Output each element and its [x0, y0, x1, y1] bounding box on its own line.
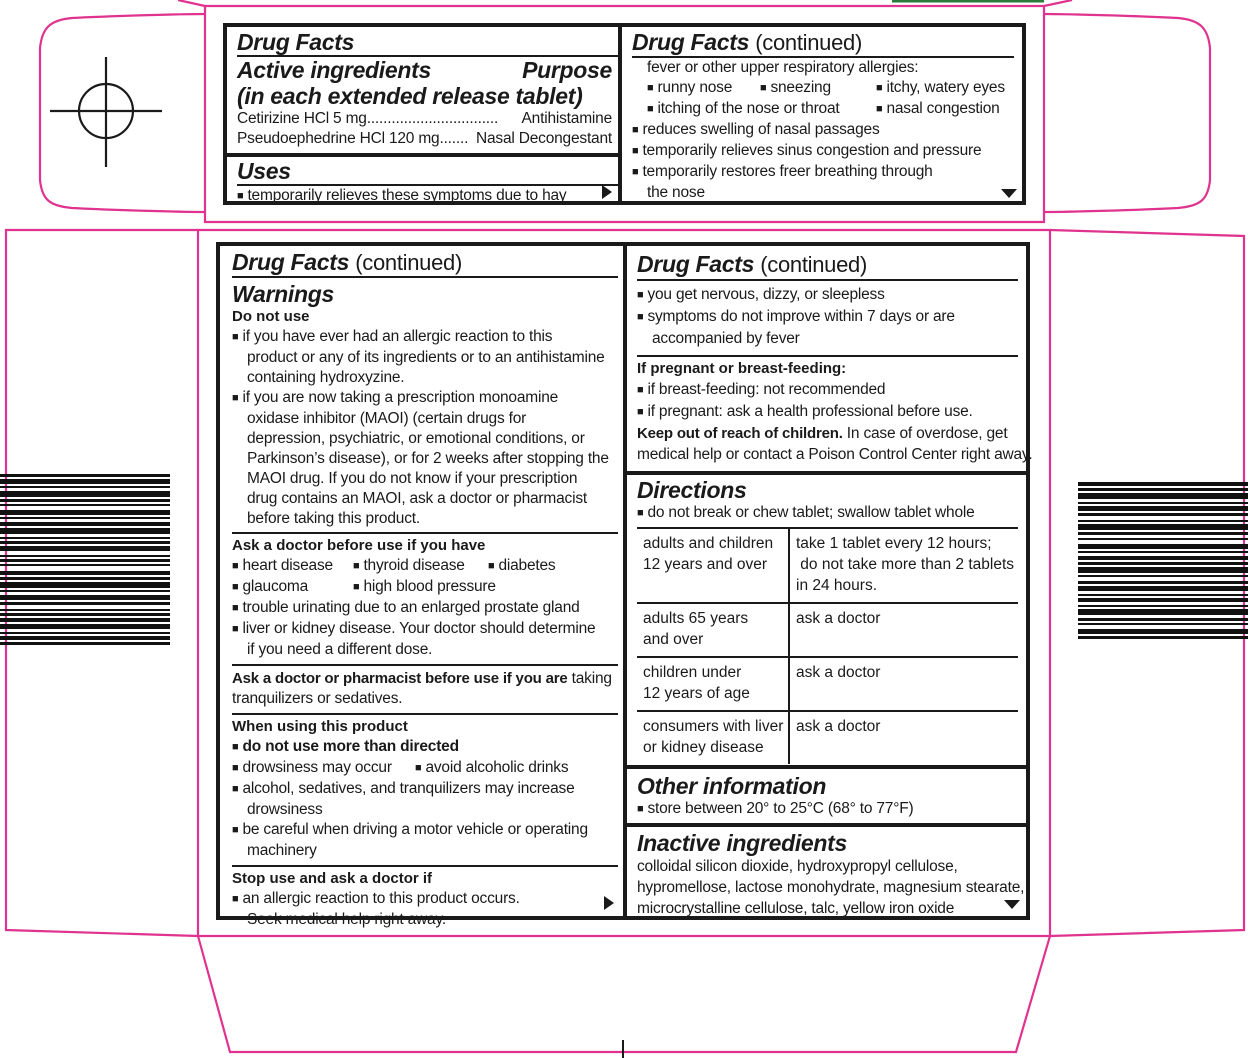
barcode-bar — [1078, 623, 1248, 625]
list-item: Seek medical help right away. — [247, 911, 446, 928]
list-item: ■ glaucoma ■ high blood pressure — [232, 577, 618, 598]
list-item: ■ do not use more than directed — [232, 737, 618, 758]
barcode-bar — [1078, 493, 1248, 499]
top-right-column — [622, 27, 1022, 201]
list-item: before taking this product. — [247, 510, 420, 527]
barcode-left — [0, 474, 170, 678]
list-item: colloidal silicon dioxide, hydroxypropyl cellulose, — [637, 858, 958, 875]
barcode-bar — [0, 618, 170, 622]
directions-table — [637, 527, 1018, 764]
barcode-bar — [1078, 520, 1248, 522]
list-item: drug contains an MAOI, ask a doctor or pharmacist — [247, 490, 587, 507]
list-item: ■ trouble urinating due to an enlarged prostate gland — [232, 598, 618, 619]
list-item: ■ if you have ever had an allergic reaction to this — [232, 327, 618, 348]
list-item: ■ you get nervous, dizzy, or sleepless — [637, 285, 1018, 306]
barcode-bar — [0, 541, 170, 544]
warnings-heading: Warnings — [232, 281, 334, 307]
barcode-bar — [1078, 609, 1248, 615]
list-item: tranquilizers or sedatives. — [232, 690, 403, 707]
barcode-bar — [0, 609, 170, 611]
directions-row — [637, 657, 1018, 711]
directions-who: adults and children 12 years and over — [637, 528, 789, 603]
drug-facts-title: Drug Facts — [632, 29, 750, 55]
list-item: accompanied by fever — [652, 330, 800, 347]
barcode-bar — [0, 642, 170, 645]
list-item: ■ symptoms do not improve within 7 days or are — [637, 307, 1018, 328]
list-item: drowsiness — [247, 801, 323, 818]
list-item: ■ runny nose ■ sneezing ■ itchy, watery eyes — [632, 78, 1014, 99]
barcode-bar — [0, 510, 170, 515]
barcode-bar — [1078, 524, 1248, 530]
list-item: ■ do not break or chew tablet; swallow tablet whole — [637, 503, 1018, 524]
purpose-heading: Purpose — [522, 57, 612, 83]
barcode-bar — [0, 499, 170, 502]
list-item: the nose — [647, 184, 705, 201]
barcode-bar — [0, 474, 170, 477]
barcode-bar — [1078, 618, 1248, 621]
list-item: fever or other upper respiratory allergies: — [647, 59, 919, 76]
directions-who: adults 65 years and over — [637, 603, 789, 657]
drug-facts-title: Drug Facts — [237, 29, 355, 55]
barcode-right — [1078, 482, 1248, 686]
warnings-column — [220, 246, 624, 928]
list-item: oxidase inhibitor (MAOI) (certain drugs for — [247, 410, 527, 427]
barcode-bar — [1078, 575, 1248, 577]
barcode-bar — [0, 528, 170, 534]
continued-label: (continued) — [755, 30, 862, 55]
ask-pharmacist-line: Ask a doctor or pharmacist before use if you are taking — [232, 670, 612, 687]
triangle-right-icon — [602, 185, 612, 199]
barcode-bar — [0, 632, 170, 634]
registration-mark-icon — [50, 57, 162, 167]
list-item: hypromellose, lactose monohydrate, magnesium stearate, — [637, 879, 1025, 896]
barcode-bar — [1078, 556, 1248, 560]
barcode-bar — [1078, 502, 1248, 504]
keep-out-line: Keep out of reach of children. In case of overdose, get — [637, 425, 1008, 442]
barcode-bar — [1078, 586, 1248, 591]
barcode-bar — [1078, 594, 1248, 596]
barcode-bar — [0, 504, 170, 506]
barcode-bar — [0, 479, 170, 484]
barcode-bar — [1078, 605, 1248, 607]
barcode-bar — [0, 546, 170, 551]
do-not-use-heading: Do not use — [232, 308, 310, 325]
list-item: ■ temporarily restores freer breathing through — [632, 162, 1014, 183]
barcode-bar — [1078, 629, 1248, 634]
barcode-bar — [0, 590, 170, 592]
directions-column — [627, 246, 1033, 917]
barcode-bar — [0, 564, 170, 566]
directions-who: consumers with liver or kidney disease — [637, 711, 789, 764]
barcode-bar — [0, 486, 170, 488]
uses-line: ■ temporarily relieves these symptoms due to hay — [237, 186, 612, 207]
top-left-column — [227, 27, 620, 204]
list-item: ■ reduces swelling of nasal passages — [632, 120, 1014, 141]
list-item: ■ itching of the nose or throat ■ nasal congestion — [632, 99, 1014, 120]
directions-heading: Directions — [637, 477, 747, 503]
list-item: machinery — [247, 842, 317, 859]
list-item: product or any of its ingredients or to an antihistamine — [247, 349, 605, 366]
list-item: ■ heart disease ■ thyroid disease ■ diabetes — [232, 556, 618, 577]
ingredient-row: Cetirizine HCl 5 mg ................................ Antihistamine — [237, 110, 612, 127]
inactive-ingredients-heading: Inactive ingredients — [637, 830, 848, 856]
directions-what: ask a doctor — [789, 603, 1018, 657]
barcode-bar — [1078, 567, 1248, 573]
barcode-bar — [1078, 488, 1248, 491]
other-information-heading: Other information — [637, 773, 827, 799]
list-item: ■ liver or kidney disease. Your doctor should determine — [232, 619, 618, 640]
directions-what: take 1 tablet every 12 hours; do not take more than 2 tablets in 24 hours. — [789, 528, 1018, 603]
list-item: ■ if you are now taking a prescription monoamine — [232, 388, 618, 409]
directions-row — [637, 528, 1018, 603]
directions-what: ask a doctor — [789, 657, 1018, 711]
list-item: MAOI drug. If you do not know if your prescription — [247, 470, 578, 487]
triangle-down-icon — [1001, 189, 1017, 198]
barcode-bar — [0, 613, 170, 616]
barcode-bar — [1078, 538, 1248, 540]
drug-facts-title: Drug Facts — [232, 249, 350, 275]
directions-who: children under 12 years of age — [637, 657, 789, 711]
barcode-bar — [0, 571, 170, 575]
barcode-bar — [1078, 598, 1248, 602]
barcode-bar — [0, 559, 170, 562]
active-ingredients-subheading: (in each extended release tablet) — [237, 83, 583, 109]
directions-row — [637, 711, 1018, 764]
stop-use-heading: Stop use and ask a doctor if — [232, 870, 433, 887]
barcode-bar — [1078, 513, 1248, 516]
barcode-bar — [1078, 532, 1248, 535]
list-item: containing hydroxyzine. — [247, 369, 405, 386]
list-item: Parkinson’s disease), or for 2 weeks after stopping the — [247, 450, 609, 467]
list-item: microcrystalline cellulose, talc, yellow iron oxide — [637, 900, 955, 917]
active-ingredients-heading: Active ingredients — [237, 57, 431, 83]
list-item: ■ temporarily relieves sinus congestion and pressure — [632, 141, 1014, 162]
ask-doctor-heading: Ask a doctor before use if you have — [232, 537, 486, 554]
continued-label: (continued) — [760, 252, 867, 277]
list-item: medical help or contact a Poison Control Center right away. — [637, 446, 1033, 463]
barcode-bar — [1078, 636, 1248, 639]
barcode-bar — [0, 491, 170, 497]
barcode-bar — [0, 517, 170, 519]
ingredient-row: Pseudoephedrine HCl 120 mg ....... Nasal Decongestant — [237, 130, 612, 147]
barcode-bar — [0, 602, 170, 605]
directions-row — [637, 603, 1018, 657]
barcode-bar — [1078, 581, 1248, 584]
list-item: ■ be careful when driving a motor vehicle or operating — [232, 820, 618, 841]
barcode-bar — [0, 522, 170, 526]
triangle-down-icon — [1004, 900, 1020, 909]
barcode-bar — [0, 636, 170, 640]
uses-heading: Uses — [237, 158, 291, 184]
list-item: ■ drowsiness may occur ■ avoid alcoholic drinks — [232, 758, 618, 779]
triangle-right-icon — [604, 896, 614, 910]
list-item: ■ store between 20° to 25°C (68° to 77°F) — [637, 799, 1018, 820]
list-item: depression, psychiatric, or emotional conditions, or — [247, 430, 585, 447]
directions-what: ask a doctor — [789, 711, 1018, 764]
barcode-bar — [0, 624, 170, 629]
list-item: ■ if breast-feeding: not recommended — [637, 380, 1018, 401]
barcode-bar — [1078, 506, 1248, 511]
barcode-bar — [0, 577, 170, 580]
top-drug-facts-panel — [223, 23, 1026, 205]
when-using-heading: When using this product — [232, 718, 408, 735]
list-item: ■ alcohol, sedatives, and tranquilizers may increase — [232, 779, 618, 800]
continued-label: (continued) — [355, 250, 462, 275]
pregnant-heading: If pregnant or breast-feeding: — [637, 360, 847, 377]
list-item: if you need a different dose. — [247, 641, 433, 658]
barcode-bar — [0, 582, 170, 588]
barcode-bar — [1078, 482, 1248, 486]
barcode-bar — [0, 555, 170, 557]
barcode-bar — [0, 537, 170, 539]
barcode-bar — [1078, 562, 1248, 565]
list-item: ■ if pregnant: ask a health professional before use. — [637, 402, 1018, 423]
main-drug-facts-panel — [216, 242, 1033, 928]
drug-facts-title: Drug Facts — [637, 251, 755, 277]
barcode-bar — [1078, 544, 1248, 549]
list-item: ■ an allergic reaction to this product occurs. — [232, 889, 618, 910]
barcode-bar — [1078, 551, 1248, 553]
barcode-bar — [0, 595, 170, 600]
